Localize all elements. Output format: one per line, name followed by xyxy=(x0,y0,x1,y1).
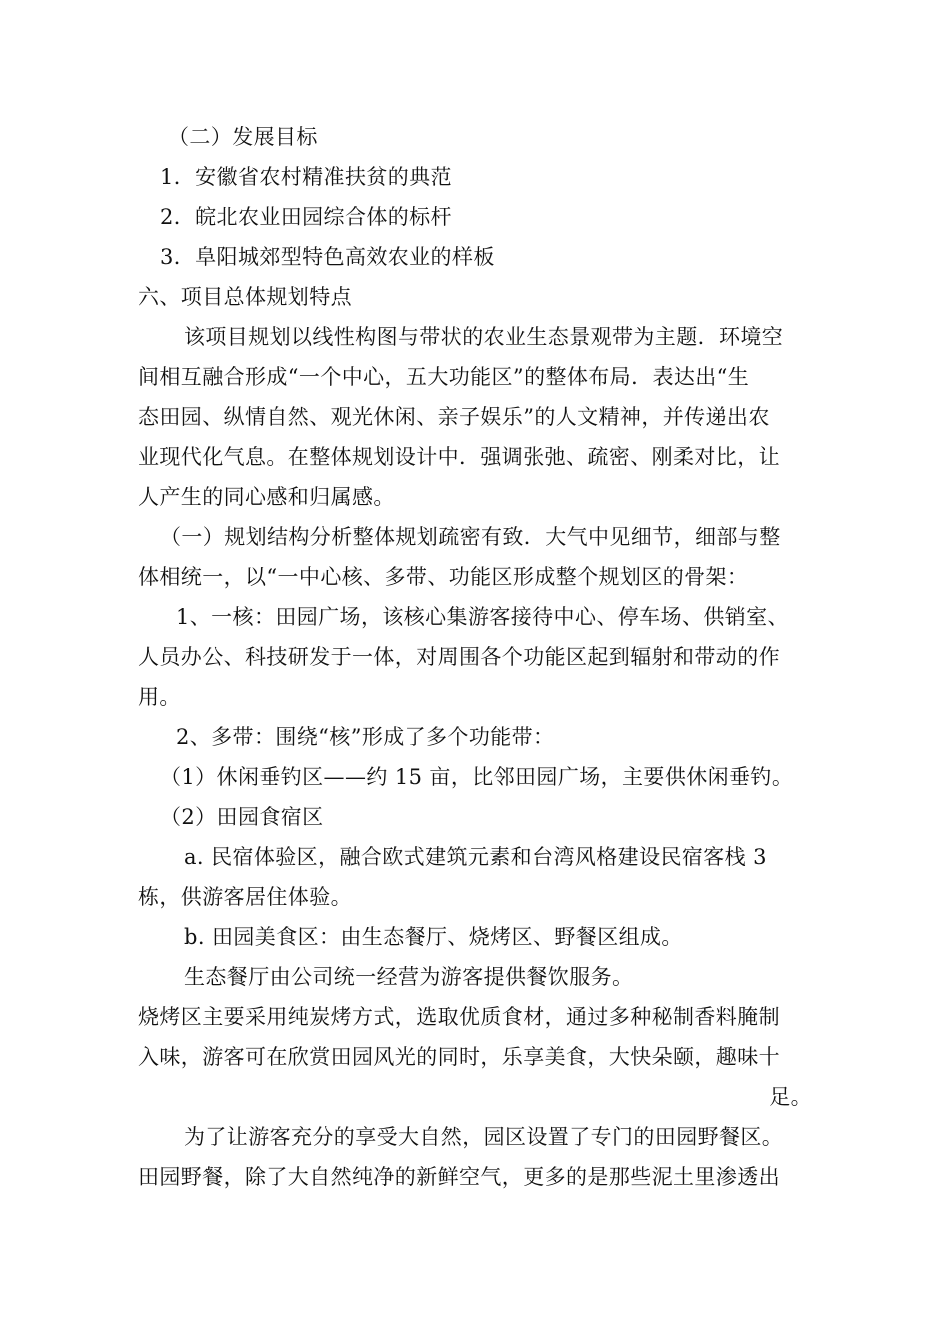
paragraph-line: 人产生的同心感和归属感。 xyxy=(138,485,395,509)
paragraph-line: 用。 xyxy=(138,685,181,709)
paragraph-line: 人员办公、科技研发于一体，对周围各个功能区起到辐射和带动的作 xyxy=(138,645,780,669)
paragraph-line: b. 田园美食区：由生态餐厅、烧烤区、野餐区组成。 xyxy=(184,925,683,949)
paragraph-line: 态田园、纵情自然、观光休闲、亲子娱乐”的人文精神，并传递出农 xyxy=(138,405,770,429)
paragraph-line: 足。 xyxy=(769,1085,812,1109)
paragraph-line: 体相统一，以“一中心核、多带、功能区形成整个规划区的骨架： xyxy=(138,565,749,589)
paragraph-line: 业现代化气息。在整体规划设计中．强调张弛、疏密、刚柔对比，让 xyxy=(138,445,780,469)
paragraph-line: 为了让游客充分的享受大自然，园区设置了专门的田园野餐区。 xyxy=(184,1125,784,1149)
paragraph-line: （1）休闲垂钓区——约 15 亩，比邻田园广场，主要供休闲垂钓。 xyxy=(160,765,794,789)
paragraph-line: （2）田园食宿区 xyxy=(160,805,324,829)
goal-item-2: 2．皖北农业田园综合体的标杆 xyxy=(160,205,452,229)
section-heading-development-goals: （二）发展目标 xyxy=(168,125,318,149)
paragraph-line: 间相互融合形成“一个中心，五大功能区”的整体布局．表达出“生 xyxy=(138,365,750,389)
section-heading-planning-features: 六、项目总体规划特点 xyxy=(138,285,352,309)
paragraph-line: 该项目规划以线性构图与带状的农业生态景观带为主题．环境空 xyxy=(184,325,784,349)
goal-item-3: 3．阜阳城郊型特色高效农业的样板 xyxy=(160,245,495,269)
paragraph-line: 1、一核：田园广场，该核心集游客接待中心、停车场、供销室、 xyxy=(176,605,789,629)
paragraph-line: 田园野餐，除了大自然纯净的新鲜空气，更多的是那些泥土里渗透出 xyxy=(138,1165,780,1189)
paragraph-line: 烧烤区主要采用纯炭烤方式，选取优质食材，通过多种秘制香料腌制 xyxy=(138,1005,780,1029)
paragraph-line: （一）规划结构分析整体规划疏密有致．大气中见细节，细部与整 xyxy=(160,525,781,549)
goal-item-1: 1．安徽省农村精准扶贫的典范 xyxy=(160,165,452,189)
paragraph-line: 栋，供游客居住体验。 xyxy=(138,885,352,909)
paragraph-line: 入味，游客可在欣赏田园风光的同时，乐享美食，大快朵颐，趣味十 xyxy=(138,1045,780,1069)
paragraph-line: a. 民宿体验区，融合欧式建筑元素和台湾风格建设民宿客栈 3 xyxy=(184,845,767,869)
paragraph-line: 生态餐厅由公司统一经营为游客提供餐饮服务。 xyxy=(184,965,634,989)
paragraph-line: 2、多带：围绕“核”形成了多个功能带： xyxy=(176,725,555,749)
